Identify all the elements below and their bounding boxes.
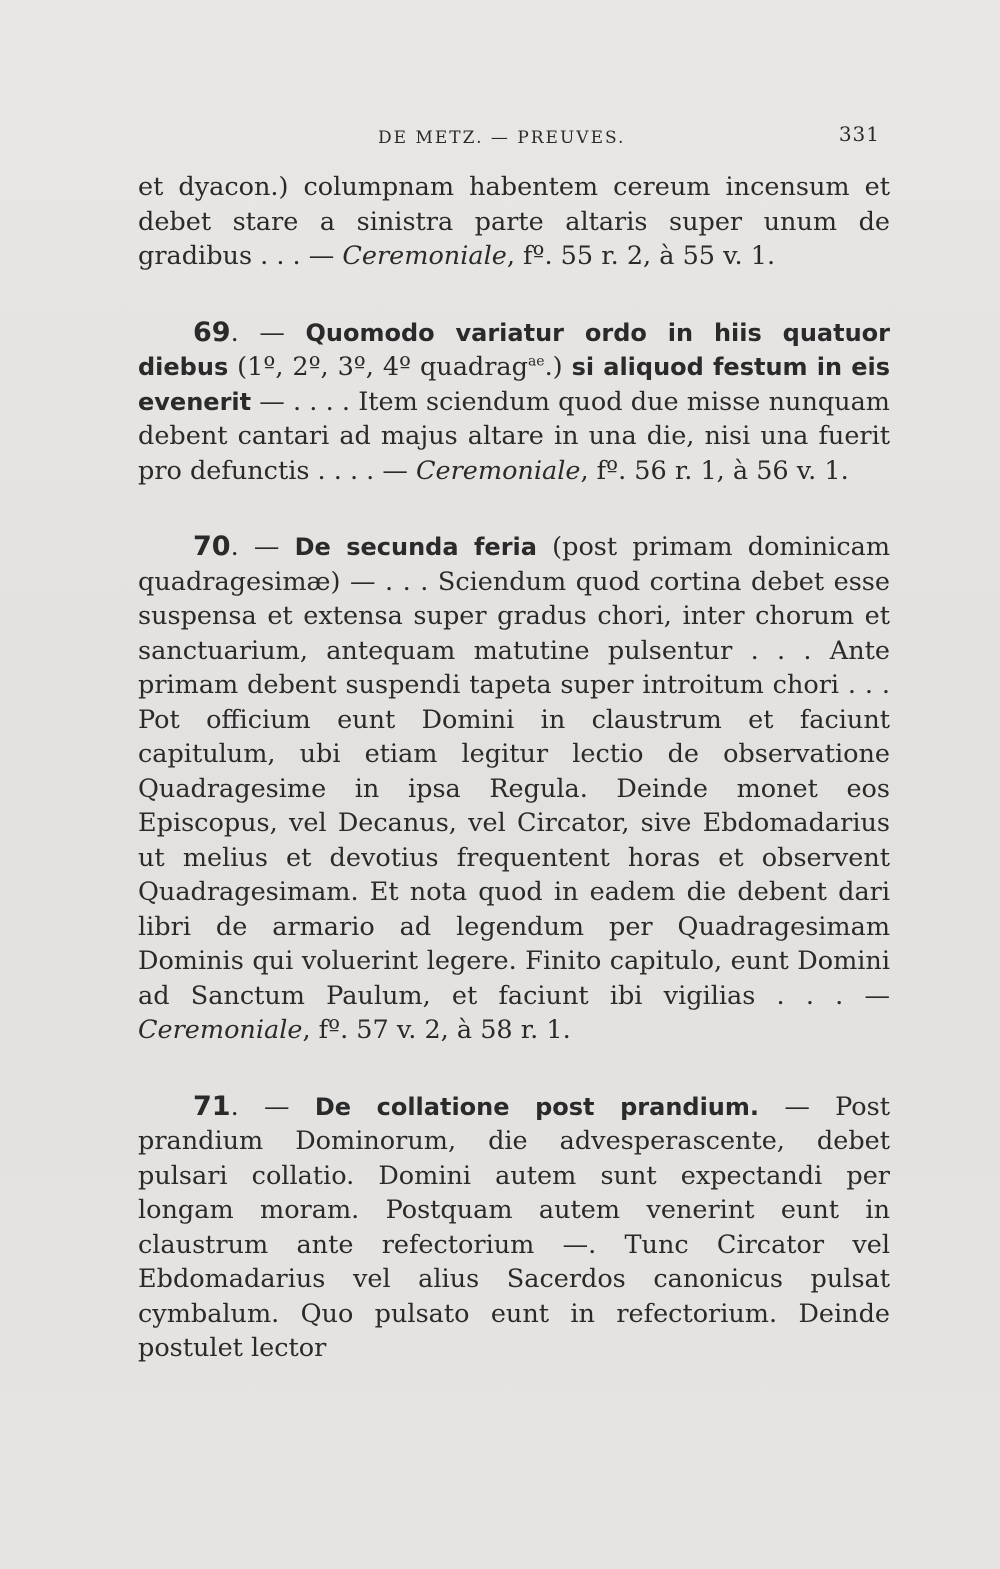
- section-number: 70: [193, 531, 231, 562]
- section-heading: De collatione post prandium.: [314, 1092, 760, 1121]
- section-parenthetical: (1º, 2º, 3º, 4º quadrag: [228, 352, 528, 382]
- running-head: DE METZ. — PREUVES.: [378, 128, 626, 148]
- section-number: 69: [193, 316, 231, 348]
- page-header: [140, 120, 888, 150]
- body-text: [138, 170, 890, 1366]
- folio-reference: , fº. 55 r. 2, à 55 v. 1.: [506, 241, 776, 271]
- section-heading-continued: si aliquod festum in eis evenerit: [138, 353, 890, 416]
- folio-reference: , fº. 56 r. 1, à 56 v. 1.: [580, 455, 849, 486]
- citation: Ceremoniale: [138, 1015, 303, 1045]
- intro-text: et dyacon.) columpnam habentem cereum incensum et debet stare a sinistra parte altaris super unum de gradibus . . . —: [138, 172, 890, 271]
- section-69: [138, 316, 890, 489]
- page-number: 331: [838, 122, 880, 146]
- section-heading: Quomodo variatur ordo in hiis quatuor diebus: [138, 318, 890, 381]
- folio-reference: , fº. 57 v. 2, à 58 r. 1.: [302, 1015, 571, 1045]
- section-dash: . —: [230, 1091, 315, 1122]
- section-dash: . —: [230, 317, 306, 348]
- section-heading: De secunda feria: [294, 533, 537, 561]
- section-dash: . —: [230, 532, 295, 562]
- section-text: — . . . . Item sciendum quod due misse nunquam debent cantari ad majus altare in una die, nisi una fuerit pro defunctis . . . . —: [138, 386, 890, 486]
- section-71: [138, 1090, 890, 1366]
- section-parenthetical-end: .): [544, 352, 572, 382]
- section-text: (post primam dominicam quadragesimæ) — . . . Sciendum quod cortina debet esse suspensa et extensa super gradus chori, inter chorum et sanctuarium, antequam matutine pulsentur . . . Ante primam debent suspendi tapeta super introitum chori . . . Pot officium eunt Domini in claustrum et faciunt capitulum, ubi etiam legitur lectio de observatione Quadragesime in ipsa Regula. Deinde monet eos Episcopus, vel Decanus, vel Circator, sive Ebdomadarius ut melius et devotius frequentent horas et observent Quadragesimam. Et nota quod in eadem die debent dari libri de armario ad legendum per Quadragesimam Dominis qui voluerint legere. Finito capitulo, eunt Domini ad Sanctum Paulum, et faciunt ibi vigilias . . . —: [138, 532, 891, 1011]
- superscript: ae: [527, 353, 545, 370]
- section-text: — Post prandium Dominorum, die advesperascente, debet pulsari collatio. Domini autem sunt expectandi per longam moram. Postquam autem venerint eunt in claustrum ante refectorium —. Tunc Circator vel Ebdomadarius vel alius Sacerdos canonicus pulsat cymbalum. Quo pulsato eunt in refectorium. Deinde postulet lector: [138, 1091, 890, 1363]
- citation: Ceremoniale: [416, 455, 581, 486]
- section-70: [138, 530, 890, 1048]
- section-number: 71: [193, 1090, 231, 1122]
- citation: Ceremoniale: [342, 241, 507, 271]
- intro-paragraph: [138, 170, 890, 274]
